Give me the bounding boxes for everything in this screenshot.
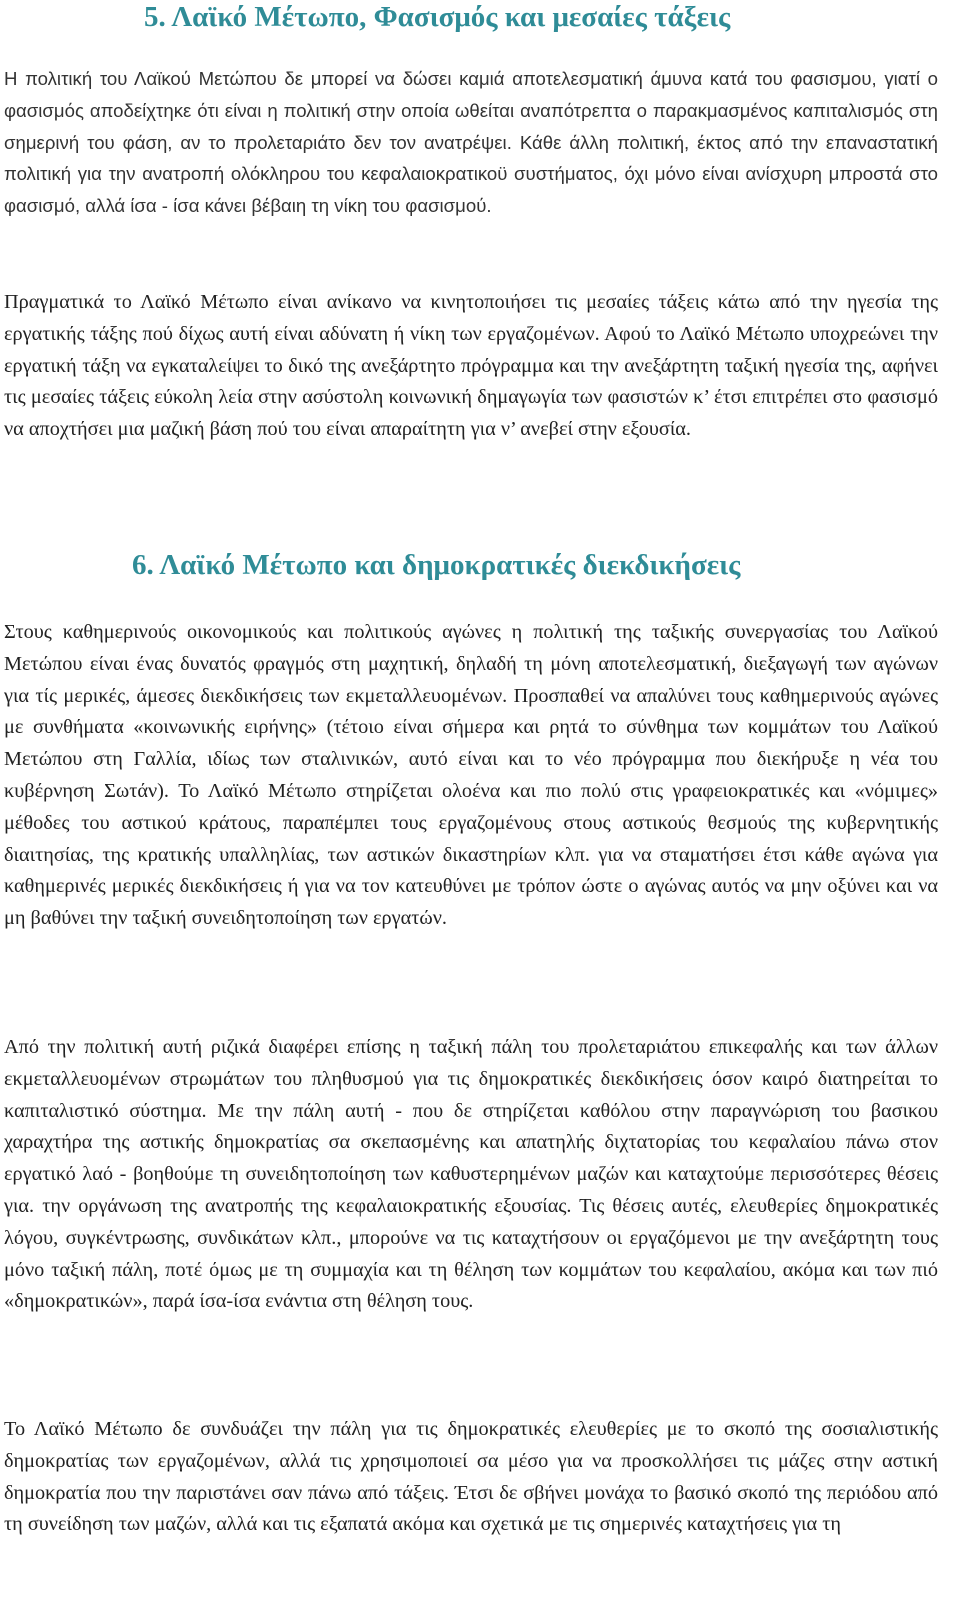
section-6-paragraph-3: Το Λαϊκό Μέτωπο δε συνδυάζει την πάλη για τις δημοκρατικές ελευθερίες με το σκοπό της σοσιαλιστικής δημοκρατίας των εργαζομένων, αλλά τις χρησιμοποιεί σα μέσο για να προσκολλήσει τις μάζες στην αστική δημοκρατία που την παριστάνει σαν πάνω από τάξεις. Έτσι δε σβήνει μονάχα το βασικό σκοπό της περιόδου από τη συνείδηση των μαζών, αλλά και τις εξαπατά ακόμα και σχετικά με τις σημερινές καταχτήσεις για τη <box>4 1418 938 1536</box>
section-5-title: 5. Λαϊκό Μέτωπο, Φασισμός και μεσαίες τάξεις <box>144 1 731 33</box>
section-6-title: 6. Λαϊκό Μέτωπο και δημοκρατικές διεκδικήσεις <box>132 549 741 581</box>
section-5-paragraph-2: Πραγματικά το Λαϊκό Μέτωπο είναι ανίκανο να κινητοποιήσει τις μεσαίες τάξεις κάτω από την ηγεσία της εργατικής τάξης πού δίχως αυτή είναι αδύνατη ή νίκη των εργαζομένων. Αφού το Λαϊκό Μέτωπο υποχρεώνει την εργατική τάξη να εγκαταλείψει το δικό της ανεξάρτητο πρόγραμμα και την ανεξάρτητη ταξική ηγεσία της, αφήνει τις μεσαίες τάξεις εύκολη λεία στην ασύστολη κοινωνική δημαγωγία των φασιστών κ’ έτσι επιτρέπει στο φασισμό να αποχτήσει μια μαζική βάση πού του είναι απαραίτητη για ν’ ανεβεί στην εξουσία. <box>4 291 938 441</box>
section-5-paragraph-1: Η πολιτική του Λαϊκού Μετώπου δε μπορεί να δώσει καμιά αποτελεσματική άμυνα κατά του φασισμου, γιατί ο φασισμός αποδείχτηκε ότι είναι η πολιτική στην οποία ωθείται αναπότρεπτα ο παρακμασμένος καπιταλισμός στη σημερινή του φάση, αν το προλεταριάτο δεν τον ανατρέψει. Κάθε άλλη πολιτική, έκτος από την επαναστατική πολιτική για την ανατροπή ολόκληρου του κεφαλαιοκρατικοϋ συστήματος, όχι μόνο είναι ανίσχυρη μπροστά στο φασισμό, αλλά ίσα - ίσα κάνει βέβαιη τη νίκη του φασισμού. <box>4 68 938 217</box>
section-6-paragraph-2: Από την πολιτική αυτή ριζικά διαφέρει επίσης η ταξική πάλη του προλεταριάτου επικεφαλής και των άλλων εκμεταλλευομένων στρωμάτων του πληθυσμού για τις δημοκρατικές διεκδικήσεις όσον καιρό διατηρείται το καπιταλιστικό σύστημα. Με την πάλη αυτή - που δε στηρίζεται καθόλου στην παραγνώριση του βασικου χαραχτήρα της αστικής δημοκρατίας σα σκεπασμένης και απατηλής διχτατορίας του κεφαλαίου πάνω στον εργατικό λαό - βοηθούμε τη συνειδητοποίηση των καθυστερημένων μαζών και καταχτούμε περισσότερες θέσεις για. την οργάνωση της ανατροπής της κεφαλαιοκρατικής εξουσίας. Τις θέσεις αυτές, ελευθερίες δημοκρατικές λόγου, συγκέντρωσης, συνδικάτων κλπ., μπορούνε να τις καταχτήσουν οι εργαζόμενοι με την ανεξάρτητη τους μόνο ταξική πάλη, ποτέ όμως με τη συμμαχία και τη θέληση των κομμάτων του κεφαλαίου, ακόμα και των πιό «δημοκρατικών», παρά ίσα-ίσα ενάντια στη θέληση τους. <box>4 1036 938 1313</box>
section-6-paragraph-1: Στους καθημερινούς οικονομικούς και πολιτικούς αγώνες η πολιτική της ταξικής συνεργασίας του Λαϊκού Μετώπου είναι ένας δυνατός φραγμός στη μαχητική, δηλαδή τη μόνη αποτελεσματική, διεξαγωγή των αγώνων για τίς μερικές, άμεσες διεκδικήσεις των εκμεταλλευομένων. Προσπαθεί να απαλύνει τους καθημερινούς αγώνες με συνθήματα «κοινωνικής ειρήνης» (τέτοιο είναι σήμερα και ρητά το σύνθημα των κομμάτων του Λαϊκού Μετώπου στη Γαλλία, ιδίως των σταλινικών, αυτό είναι και το νέο πρόγραμμα που διεκήρυξε η νέα του κυβέρνηση Σωτάν). Το Λαϊκό Μέτωπο στηρίζεται ολοένα και πιο πολύ στις γραφειοκρατικές και «νόμιμες» μέθοδες του αστικού κράτους, παραπέμπει τους εργαζομένους στους αστικούς θεσμούς της κυβερνητικής διαιτησίας, της κρατικής υπαλληλίας, των αστικών δικαστηρίων κλπ. για να σταματήσει έτσι κάθε αγώνα για καθημερινές μερικές διεκδικήσεις ή για να τον κατευθύνει με τρόπον ώστε ο αγώνας αυτός να μην οξύνει και να μη βαθύνει την ταξική συνειδητοποίηση των εργατών. <box>4 621 938 930</box>
